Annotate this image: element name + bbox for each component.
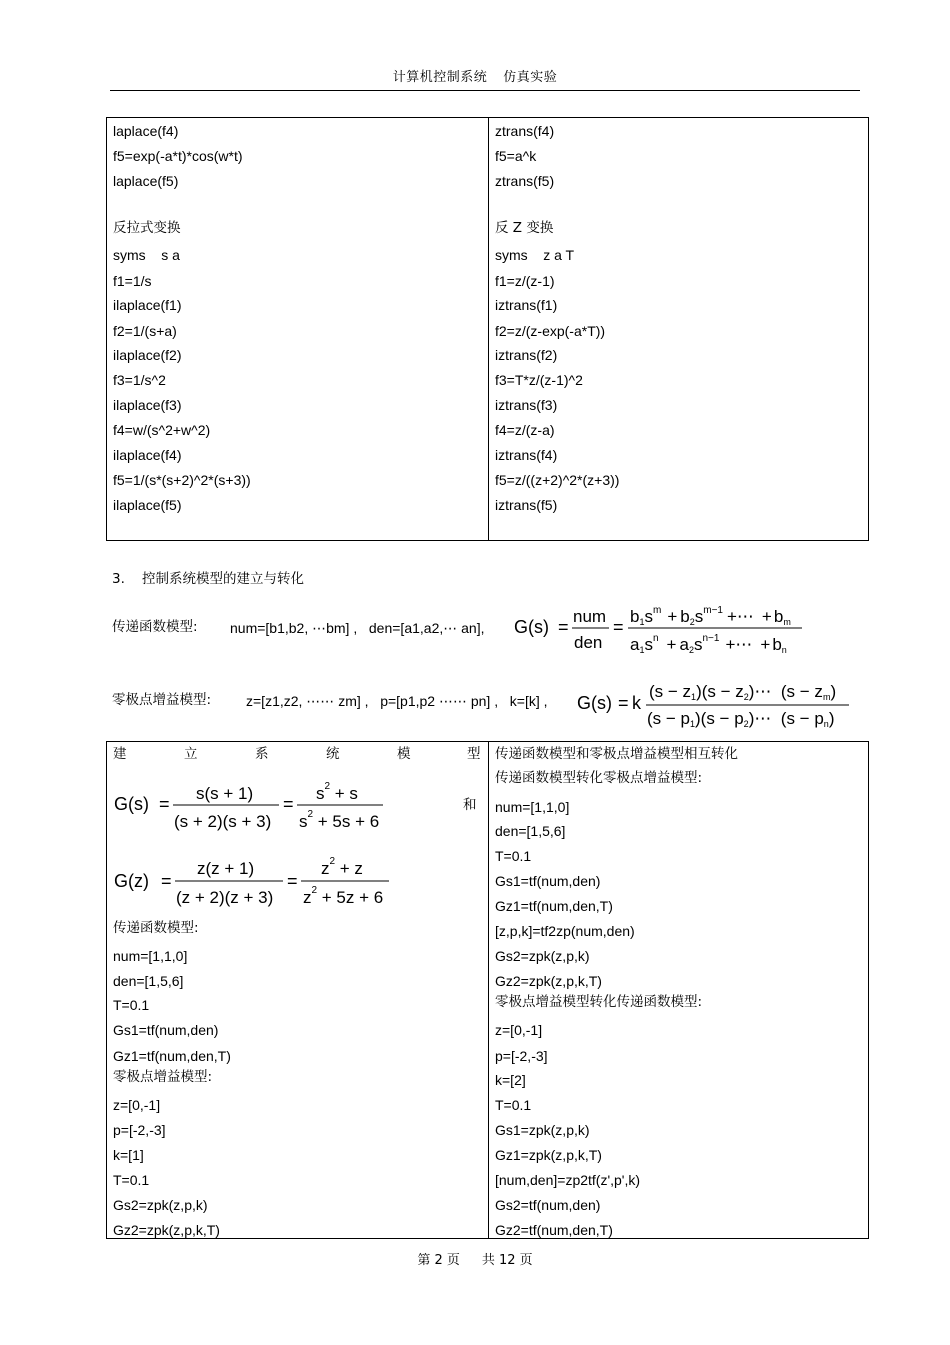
subheading: 零极点增益模型转化传递函数模型: [495, 994, 703, 1010]
code-line: ilaplace(f1) [113, 297, 182, 313]
code-line: ilaplace(f3) [113, 397, 182, 413]
subheading: 反 Z 变换 [495, 220, 554, 236]
header-subtitle: 仿真实验 [503, 70, 558, 85]
code-line: iztrans(f4) [495, 447, 558, 463]
title-char: 模 [397, 746, 411, 762]
zpk-gain: k [632, 693, 641, 713]
tf-equation [510, 598, 810, 660]
code-line: syms s a [113, 247, 180, 263]
title-char: 系 [255, 746, 269, 762]
code-line: Gs1=tf(num,den) [113, 1022, 219, 1038]
code-line: Gs2=zpk(z,p,k) [495, 948, 590, 964]
table-divider [488, 118, 489, 540]
tf-den-poly: $a1s^n + a2s^{n-1}$ +⋯ + bn [630, 633, 787, 655]
code-line: den=[1,5,6] [113, 973, 184, 989]
code-line: Gz1=tf(num,den,T) [495, 898, 613, 914]
gs-num2: $s^2 + s$ [316, 781, 358, 803]
code-line: f1=z/(z-1) [495, 273, 555, 289]
code-line: num=[1,1,0] [495, 799, 570, 815]
equals-sign: = [618, 693, 629, 713]
code-line: iztrans(f2) [495, 347, 558, 363]
zpk-params: z=[z1,z2, ⋯⋯ zm] , p=[p1,p2 ⋯⋯ pn] , k=[k] , [246, 693, 548, 709]
table-divider [488, 742, 489, 1238]
page-header [0, 66, 950, 85]
code-line: T=0.1 [495, 1097, 532, 1113]
gs-num1: s(s + 1) [196, 784, 254, 803]
code-line: f2=1/(s+a) [113, 323, 177, 339]
page-number: 第 2 页 [417, 1253, 460, 1268]
zpk-label: 零极点增益模型: [112, 692, 212, 708]
zpk-lhs: G(s) [577, 693, 612, 713]
code-line: num=[1,1,0] [113, 948, 188, 964]
code-line: Gz2=tf(num,den,T) [495, 1222, 613, 1238]
equals-sign: = [159, 794, 170, 814]
title-char: 统 [326, 746, 340, 762]
code-line: f2=z/(z-exp(-a*T)) [495, 323, 606, 339]
tf-den: den [574, 633, 603, 652]
code-line: Gz1=zpk(z,p,k,T) [495, 1147, 602, 1163]
title-char: 型 [467, 746, 481, 762]
gz-den1: (z + 2)(z + 3) [176, 888, 274, 907]
code-line: ztrans(f4) [495, 123, 555, 139]
equals-sign: = [558, 617, 569, 637]
code-line: Gs1=tf(num,den) [495, 873, 601, 889]
code-line: Gz1=tf(num,den,T) [113, 1048, 231, 1064]
code-line: z=[0,-1] [113, 1097, 161, 1113]
subheading: 零极点增益模型: [113, 1069, 213, 1085]
code-line: iztrans(f1) [495, 297, 558, 313]
subheading: 传递函数模型转化零极点增益模型: [495, 770, 703, 786]
code-line: Gz2=zpk(z,p,k,T) [495, 973, 602, 989]
gz-lhs: G(z) [114, 871, 149, 891]
zpk-num: (s − z1)(s − z2)⋯ (s − zm) [649, 682, 837, 702]
code-line: [num,den]=zp2tf(z',p',k) [495, 1172, 641, 1188]
code-line: ilaplace(f2) [113, 347, 182, 363]
code-line: f5=1/(s*(s+2)^2*(s+3)) [113, 472, 251, 488]
code-line: den=[1,5,6] [495, 823, 566, 839]
code-line: syms z a T [495, 247, 575, 263]
code-line: Gs2=zpk(z,p,k) [113, 1197, 208, 1213]
equals-sign: = [287, 871, 298, 891]
equals-sign: = [613, 617, 624, 637]
title-char: 和 [463, 797, 477, 813]
code-line: f5=exp(-a*t)*cos(w*t) [113, 148, 243, 164]
code-line: z=[0,-1] [495, 1022, 543, 1038]
code-line: Gz2=zpk(z,p,k,T) [113, 1222, 220, 1238]
title-char: 立 [184, 746, 198, 762]
code-line: ilaplace(f4) [113, 447, 182, 463]
code-line: ilaplace(f5) [113, 497, 182, 513]
code-line: T=0.1 [113, 997, 150, 1013]
title-char: 建 [113, 746, 127, 762]
gz-equation [111, 847, 401, 909]
equals-sign: = [283, 794, 294, 814]
code-line: p=[-2,-3] [113, 1122, 166, 1138]
code-line: f4=z/(z-a) [495, 422, 555, 438]
code-line: T=0.1 [495, 848, 532, 864]
zpk-den: (s − p1)(s − p2)⋯ (s − pn) [647, 709, 835, 729]
tf-params: num=[b1,b2, ⋯bm] , den=[a1,a2,⋯ an], [230, 620, 485, 636]
gs-lhs: G(s) [114, 794, 149, 814]
tf-label: 传递函数模型: [112, 619, 198, 635]
code-line: laplace(f5) [113, 173, 179, 189]
gs-den1: (s + 2)(s + 3) [174, 812, 272, 831]
code-line: Gs1=zpk(z,p,k) [495, 1122, 590, 1138]
section-heading: 3. 控制系统模型的建立与转化 [112, 571, 305, 587]
code-line: laplace(f4) [113, 123, 179, 139]
tf-num: num [573, 607, 607, 626]
subheading: 传递函数模型: [113, 920, 199, 936]
code-line: f1=1/s [113, 273, 152, 289]
code-line: [z,p,k]=tf2zp(num,den) [495, 923, 635, 939]
gz-den2: $z^2 + 5z + 6$ [303, 885, 384, 907]
code-line: p=[-2,-3] [495, 1048, 548, 1064]
equals-sign: = [161, 871, 172, 891]
code-line: Gs2=tf(num,den) [495, 1197, 601, 1213]
header-title: 计算机控制系统 [392, 70, 488, 85]
code-line: k=[1] [113, 1147, 144, 1163]
subheading: 传递函数模型和零极点增益模型相互转化 [495, 746, 738, 762]
code-line: iztrans(f5) [495, 497, 558, 513]
gs-den2: $s^2 + 5s + 6$ [299, 809, 380, 831]
gz-num1: z(z + 1) [197, 859, 255, 878]
header-rule [110, 90, 860, 91]
code-line: f4=w/(s^2+w^2) [113, 422, 211, 438]
model-table [106, 741, 869, 1239]
transform-table [106, 117, 869, 541]
page-total: 共 12 页 [481, 1253, 533, 1268]
subheading: 反拉式变换 [113, 220, 181, 236]
tf-lhs: G(s) [514, 617, 549, 637]
code-line: T=0.1 [113, 1172, 150, 1188]
code-line: k=[2] [495, 1072, 526, 1088]
code-line: f3=T*z/(z-1)^2 [495, 372, 583, 388]
zpk-equation [574, 676, 854, 734]
gs-equation [111, 772, 401, 834]
code-line: f5=a^k [495, 148, 537, 164]
code-line: ztrans(f5) [495, 173, 555, 189]
gz-num2: $z^2 + z$ [321, 856, 363, 878]
tf-num-poly: $b1s^m + b2s^{m-1}$ +⋯ + bm [630, 605, 791, 627]
code-line: f5=z/((z+2)^2*(z+3)) [495, 472, 620, 488]
code-line: f3=1/s^2 [113, 372, 166, 388]
code-line: iztrans(f3) [495, 397, 558, 413]
page-footer [0, 1249, 950, 1268]
